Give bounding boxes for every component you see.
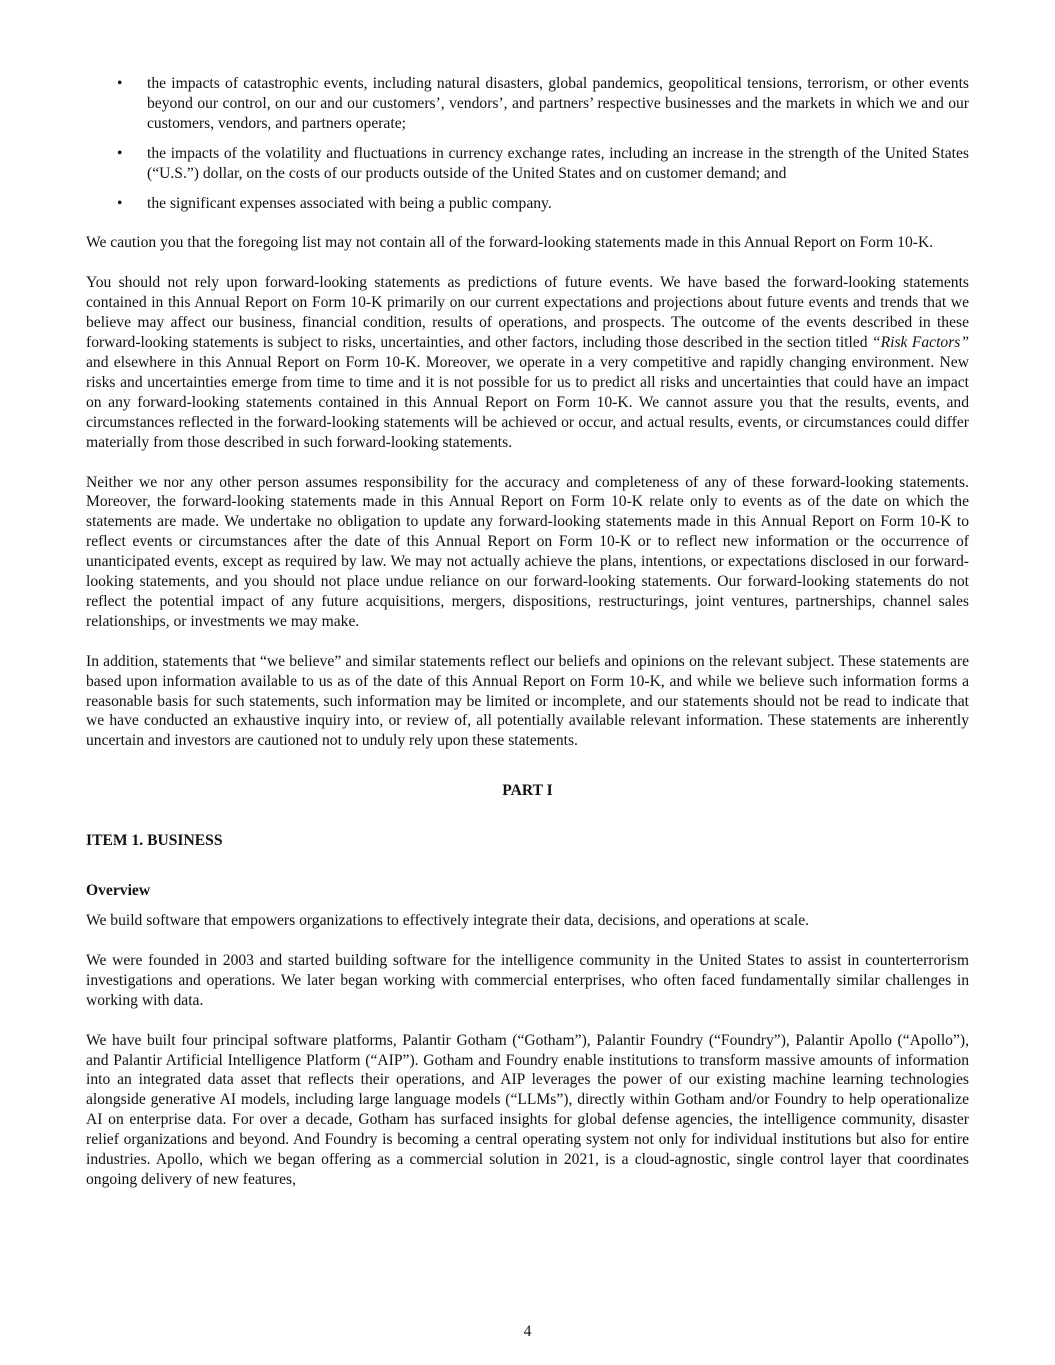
bullet-marker: •: [117, 144, 123, 162]
bullet-item: [86, 194, 969, 214]
bullet-item: [86, 144, 969, 184]
overview-heading: Overview: [86, 882, 151, 900]
rely-text-end: and elsewhere in this Annual Report on Form 10-K. Moreover, we operate in a very competitive and rapidly changing environment. New risks and uncertainties emerge from time to time and it is not possible for us to predict all risks and uncertainties that could have an impact on any forward-looking statements contained in this Annual Report on Form 10-K. We cannot assure you that the results, events, and circumstances reflected in the forward-looking statements will be achieved or occur, and actual results, events, or circumstances could differ materially from those described in such forward-looking statements.: [86, 353, 969, 451]
bullet-item: [86, 74, 969, 134]
beliefs-paragraph: In addition, statements that “we believe” and similar statements reflect our beliefs and opinions on the relevant subject. These statements are based upon information available to us as of the date of this Annual Report on Form 10-K, and while we believe such information forms a reasonable basis for such statements, such information may be limited or incomplete, and our statements should not be read to indicate that we have conducted an exhaustive inquiry into, or review of, all potentially available relevant information. These statements are inherently uncertain and investors are cautioned not to unduly rely upon these statements.: [86, 652, 969, 750]
part-heading: PART I: [502, 782, 553, 800]
page-number: 4: [523, 1323, 532, 1340]
founded-paragraph: We were founded in 2003 and started building software for the intelligence community in the United States to assist in counterterrorism investigations and operations. We later began working with commercial enterprises, who often faced fundamentally similar challenges in working with data.: [86, 951, 969, 1009]
bullet-text: the impacts of catastrophic events, including natural disasters, global pandemics, geopolitical tensions, terrorism, or other events beyond our control, on our and our customers’, vendors’, and partners’ respective businesses and the markets in which we and our customers, vendors, and partners operate;: [147, 75, 969, 132]
platforms-paragraph: We have built four principal software platforms, Palantir Gotham (“Gotham”), Palantir Foundry (“Foundry”), Palantir Apollo (“Apollo”), and Palantir Artificial Intelligence Platform (“AIP”). Gotham and Foundry enable institutions to transform massive amounts of information into an integrated data asset that reflects their operations, and AIP leverages the power of our existing machine learning technologies alongside generative AI models, including large language models (“LLMs”), directly within Gotham and/or Foundry to help operationalize AI on enterprise data. For over a decade, Gotham has surfaced insights for global defense agencies, the intelligence community, disaster relief organizations and beyond. And Foundry is becoming a central operating system not only for individual institutions but also for entire industries. Apollo, which we began offering as a commercial solution in 2021, is a cloud-agnostic, single control layer that coordinates ongoing delivery of new features,: [86, 1031, 969, 1188]
bullet-marker: •: [117, 75, 123, 92]
risk-bullet-list: [86, 74, 969, 213]
caution-paragraph: We caution you that the foregoing list may not contain all of the forward-looking statements made in this Annual Report on Form 10-K.: [86, 234, 934, 252]
rely-text-start: You should not rely upon forward-looking statements as predictions of future events. We have based the forward-looking statements contained in this Annual Report on Form 10-K primarily on our current expectations and projections about future events and trends that we believe may affect our business, financial condition, results of operations, and prospects. The outcome of the events described in these forward-looking statements is subject to risks, uncertainties, and other factors, including those described in the section titled: [86, 274, 969, 352]
bullet-marker: •: [117, 194, 123, 212]
build-paragraph: We build software that empowers organizations to effectively integrate their data, decisions, and operations at scale.: [86, 912, 810, 929]
bullet-text: the significant expenses associated with being a public company.: [147, 194, 552, 212]
risk-factors-reference: “Risk Factors”: [871, 334, 970, 352]
item-heading: ITEM 1. BUSINESS: [86, 832, 223, 850]
bullet-text: the impacts of the volatility and fluctuations in currency exchange rates, including an increase in the strength of the United States (“U.S.”) dollar, on the costs of our products outside of the United States and on customer demand; and: [147, 144, 969, 182]
responsibility-paragraph: Neither we nor any other person assumes responsibility for the accuracy and completeness of any of these forward-looking statements. Moreover, the forward-looking statements made in this Annual Report on Form 10-K relate only to events as of the date on which the statements are made. We undertake no obligation to update any forward-looking statements made in this Annual Report on Form 10-K to reflect events or circumstances after the date of this Annual Report on Form 10-K or to reflect new information or the occurrence of unanticipated events, except as required by law. We may not actually achieve the plans, intentions, or expectations disclosed in our forward-looking statements, and you should not place undue reliance on our forward-looking statements. Our forward-looking statements do not reflect the potential impact of any future acquisitions, mergers, dispositions, restructurings, joint ventures, partnerships, channel sales relationships, or investments we may make.: [86, 473, 969, 630]
rely-paragraph: [86, 273, 969, 452]
